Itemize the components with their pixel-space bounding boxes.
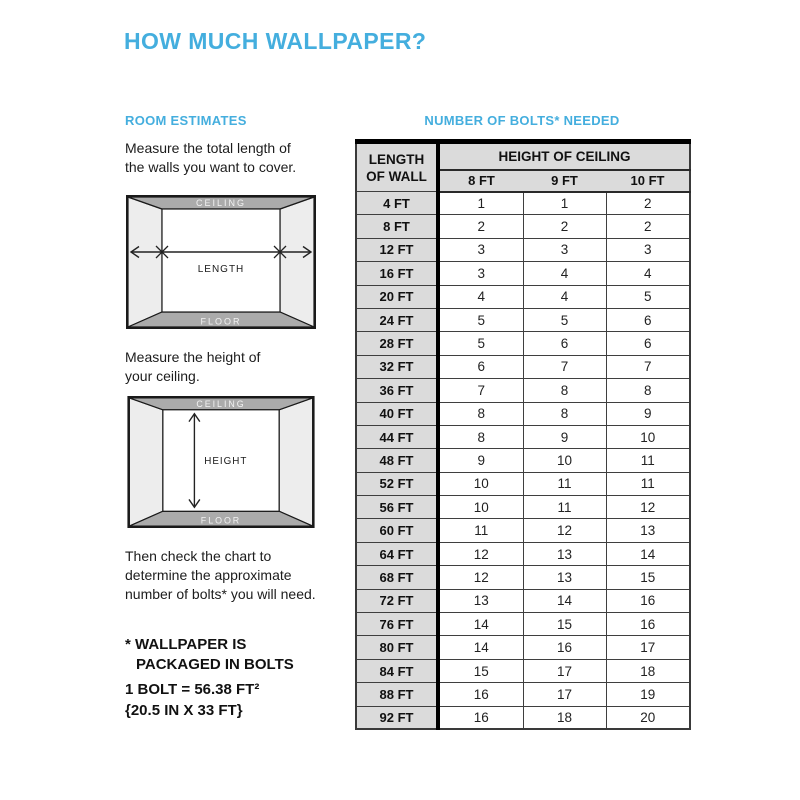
bolt-count-cell: 2 xyxy=(606,192,690,215)
ceiling-label: CEILING xyxy=(196,398,246,409)
bolts-table xyxy=(355,139,691,730)
bolt-count-cell: 1 xyxy=(438,192,523,215)
left-wall-surface xyxy=(128,197,162,327)
bolt-count-cell: 17 xyxy=(606,636,690,659)
bolt-size-line: {20.5 IN X 33 FT} xyxy=(125,702,243,719)
bolt-count-cell: 11 xyxy=(523,496,606,519)
bolt-count-cell: 10 xyxy=(438,496,523,519)
bolt-count-cell: 14 xyxy=(523,589,606,612)
height-of-ceiling-header: HEIGHT OF CEILING xyxy=(438,142,690,170)
room-length-diagram xyxy=(126,195,316,329)
bolt-count-cell: 18 xyxy=(606,659,690,682)
table-row xyxy=(356,519,690,542)
bolt-count-cell: 10 xyxy=(606,425,690,448)
instruction-line: Measure the total length of xyxy=(125,140,291,156)
bolt-count-cell: 11 xyxy=(606,472,690,495)
bolt-count-cell: 20 xyxy=(606,706,690,729)
bolt-count-cell: 10 xyxy=(523,449,606,472)
bolts-needed-heading: NUMBER OF BOLTS* NEEDED xyxy=(424,113,620,128)
row-label: 44 FT xyxy=(356,425,438,448)
row-label: 68 FT xyxy=(356,566,438,589)
table-row xyxy=(356,379,690,402)
bolt-count-cell: 3 xyxy=(438,262,523,285)
bolt-count-cell: 11 xyxy=(606,449,690,472)
bolt-count-cell: 16 xyxy=(523,636,606,659)
bolt-count-cell: 13 xyxy=(523,542,606,565)
bolt-count-cell: 8 xyxy=(523,379,606,402)
length-label: LENGTH xyxy=(197,264,245,275)
bolt-count-cell: 18 xyxy=(523,706,606,729)
bolt-count-cell: 8 xyxy=(438,402,523,425)
header-line: LENGTH xyxy=(368,151,425,167)
row-label: 40 FT xyxy=(356,402,438,425)
left-wall-surface xyxy=(129,398,162,526)
right-wall-surface xyxy=(280,197,314,327)
footnote-line: PACKAGED IN BOLTS xyxy=(136,656,294,673)
bolt-count-cell: 6 xyxy=(606,308,690,331)
bolt-count-cell: 3 xyxy=(438,238,523,261)
table-row xyxy=(356,542,690,565)
bolt-count-cell: 13 xyxy=(523,566,606,589)
bolt-count-cell: 15 xyxy=(523,613,606,636)
col-header-9ft: 9 FT xyxy=(523,170,606,192)
bolt-count-cell: 3 xyxy=(606,238,690,261)
row-label: 8 FT xyxy=(356,215,438,238)
bolt-count-cell: 8 xyxy=(438,425,523,448)
bolt-count-cell: 14 xyxy=(438,613,523,636)
bolt-count-cell: 16 xyxy=(438,706,523,729)
table-row xyxy=(356,636,690,659)
floor-label: FLOOR xyxy=(200,515,242,526)
bolt-count-cell: 5 xyxy=(438,332,523,355)
bolt-size-info xyxy=(125,679,259,721)
row-label: 88 FT xyxy=(356,683,438,706)
room-height-diagram xyxy=(126,396,316,528)
bolt-count-cell: 7 xyxy=(606,355,690,378)
bolt-count-cell: 16 xyxy=(606,589,690,612)
row-label: 24 FT xyxy=(356,308,438,331)
table-row xyxy=(356,659,690,682)
row-label: 32 FT xyxy=(356,355,438,378)
table-row xyxy=(356,425,690,448)
row-label: 80 FT xyxy=(356,636,438,659)
row-label: 48 FT xyxy=(356,449,438,472)
row-label: 36 FT xyxy=(356,379,438,402)
bolt-size-line: 1 BOLT = 56.38 FT² xyxy=(125,681,260,698)
row-label: 64 FT xyxy=(356,542,438,565)
bolt-count-cell: 7 xyxy=(523,355,606,378)
bolt-count-cell: 13 xyxy=(438,589,523,612)
table-body xyxy=(356,192,690,730)
table-row xyxy=(356,589,690,612)
bolt-count-cell: 2 xyxy=(606,215,690,238)
back-wall xyxy=(162,209,280,312)
row-label: 60 FT xyxy=(356,519,438,542)
bolt-count-cell: 12 xyxy=(606,496,690,519)
height-label: HEIGHT xyxy=(204,455,248,467)
instruction-line: determine the approximate xyxy=(125,567,292,583)
bolt-count-cell: 9 xyxy=(438,449,523,472)
bolt-count-cell: 8 xyxy=(523,402,606,425)
bolt-count-cell: 15 xyxy=(438,659,523,682)
bolt-count-cell: 4 xyxy=(523,262,606,285)
bolt-count-cell: 17 xyxy=(523,683,606,706)
bolt-count-cell: 1 xyxy=(523,192,606,215)
bolt-count-cell: 11 xyxy=(523,472,606,495)
bolt-count-cell: 6 xyxy=(606,332,690,355)
instruction-line: your ceiling. xyxy=(125,368,200,384)
row-label: 12 FT xyxy=(356,238,438,261)
bolt-count-cell: 9 xyxy=(523,425,606,448)
table-row xyxy=(356,262,690,285)
floor-label: FLOOR xyxy=(200,316,242,327)
bolt-count-cell: 4 xyxy=(523,285,606,308)
table-row xyxy=(356,215,690,238)
bolt-count-cell: 13 xyxy=(606,519,690,542)
bolt-count-cell: 17 xyxy=(523,659,606,682)
header-line: OF WALL xyxy=(366,168,427,184)
instruction-line: the walls you want to cover. xyxy=(125,159,297,175)
row-label: 4 FT xyxy=(356,192,438,215)
bolt-count-cell: 12 xyxy=(523,519,606,542)
room-estimates-heading: ROOM ESTIMATES xyxy=(125,113,247,128)
table-row xyxy=(356,308,690,331)
bolt-count-cell: 3 xyxy=(523,238,606,261)
row-label: 16 FT xyxy=(356,262,438,285)
bolt-count-cell: 15 xyxy=(606,566,690,589)
instruction-line: Then check the chart to xyxy=(125,548,272,564)
bolt-count-cell: 12 xyxy=(438,566,523,589)
instruction-line: number of bolts* you will need. xyxy=(125,586,316,602)
bolt-count-cell: 4 xyxy=(606,262,690,285)
table-row xyxy=(356,332,690,355)
bolt-count-cell: 2 xyxy=(438,215,523,238)
bolt-count-cell: 16 xyxy=(606,613,690,636)
row-label: 20 FT xyxy=(356,285,438,308)
bolt-count-cell: 12 xyxy=(438,542,523,565)
instruction-line: Measure the height of xyxy=(125,349,261,365)
table-row xyxy=(356,449,690,472)
row-label: 92 FT xyxy=(356,706,438,729)
table-row xyxy=(356,613,690,636)
bolt-count-cell: 16 xyxy=(438,683,523,706)
row-label: 28 FT xyxy=(356,332,438,355)
table-row xyxy=(356,192,690,215)
footnote-line: * WALLPAPER IS xyxy=(125,636,247,653)
row-label: 76 FT xyxy=(356,613,438,636)
row-label: 52 FT xyxy=(356,472,438,495)
measure-length-instruction xyxy=(125,139,296,177)
table-row xyxy=(356,355,690,378)
length-of-wall-header xyxy=(356,142,438,192)
bolt-count-cell: 5 xyxy=(523,308,606,331)
col-header-10ft: 10 FT xyxy=(606,170,690,192)
table-row xyxy=(356,472,690,495)
bolt-count-cell: 5 xyxy=(438,308,523,331)
bolt-count-cell: 6 xyxy=(438,355,523,378)
table-row xyxy=(356,238,690,261)
bolt-count-cell: 11 xyxy=(438,519,523,542)
table-row xyxy=(356,566,690,589)
bolt-count-cell: 2 xyxy=(523,215,606,238)
right-wall-surface xyxy=(279,398,312,526)
table-row xyxy=(356,683,690,706)
bolts-footnote xyxy=(125,635,294,675)
page-title: HOW MUCH WALLPAPER? xyxy=(124,28,427,54)
header-row-1 xyxy=(356,142,690,170)
row-label: 72 FT xyxy=(356,589,438,612)
bolt-count-cell: 14 xyxy=(438,636,523,659)
col-header-8ft: 8 FT xyxy=(438,170,523,192)
table-row xyxy=(356,285,690,308)
bolt-count-cell: 5 xyxy=(606,285,690,308)
bolt-count-cell: 8 xyxy=(606,379,690,402)
measure-height-instruction xyxy=(125,348,260,386)
row-label: 84 FT xyxy=(356,659,438,682)
bolt-count-cell: 4 xyxy=(438,285,523,308)
bolt-count-cell: 10 xyxy=(438,472,523,495)
ceiling-label: CEILING xyxy=(195,198,247,208)
bolt-count-cell: 7 xyxy=(438,379,523,402)
row-label: 56 FT xyxy=(356,496,438,519)
table-row xyxy=(356,706,690,729)
table-row xyxy=(356,402,690,425)
table-row xyxy=(356,496,690,519)
bolt-count-cell: 6 xyxy=(523,332,606,355)
check-chart-instruction xyxy=(125,547,316,604)
bolt-count-cell: 19 xyxy=(606,683,690,706)
bolt-count-cell: 9 xyxy=(606,402,690,425)
bolt-count-cell: 14 xyxy=(606,542,690,565)
